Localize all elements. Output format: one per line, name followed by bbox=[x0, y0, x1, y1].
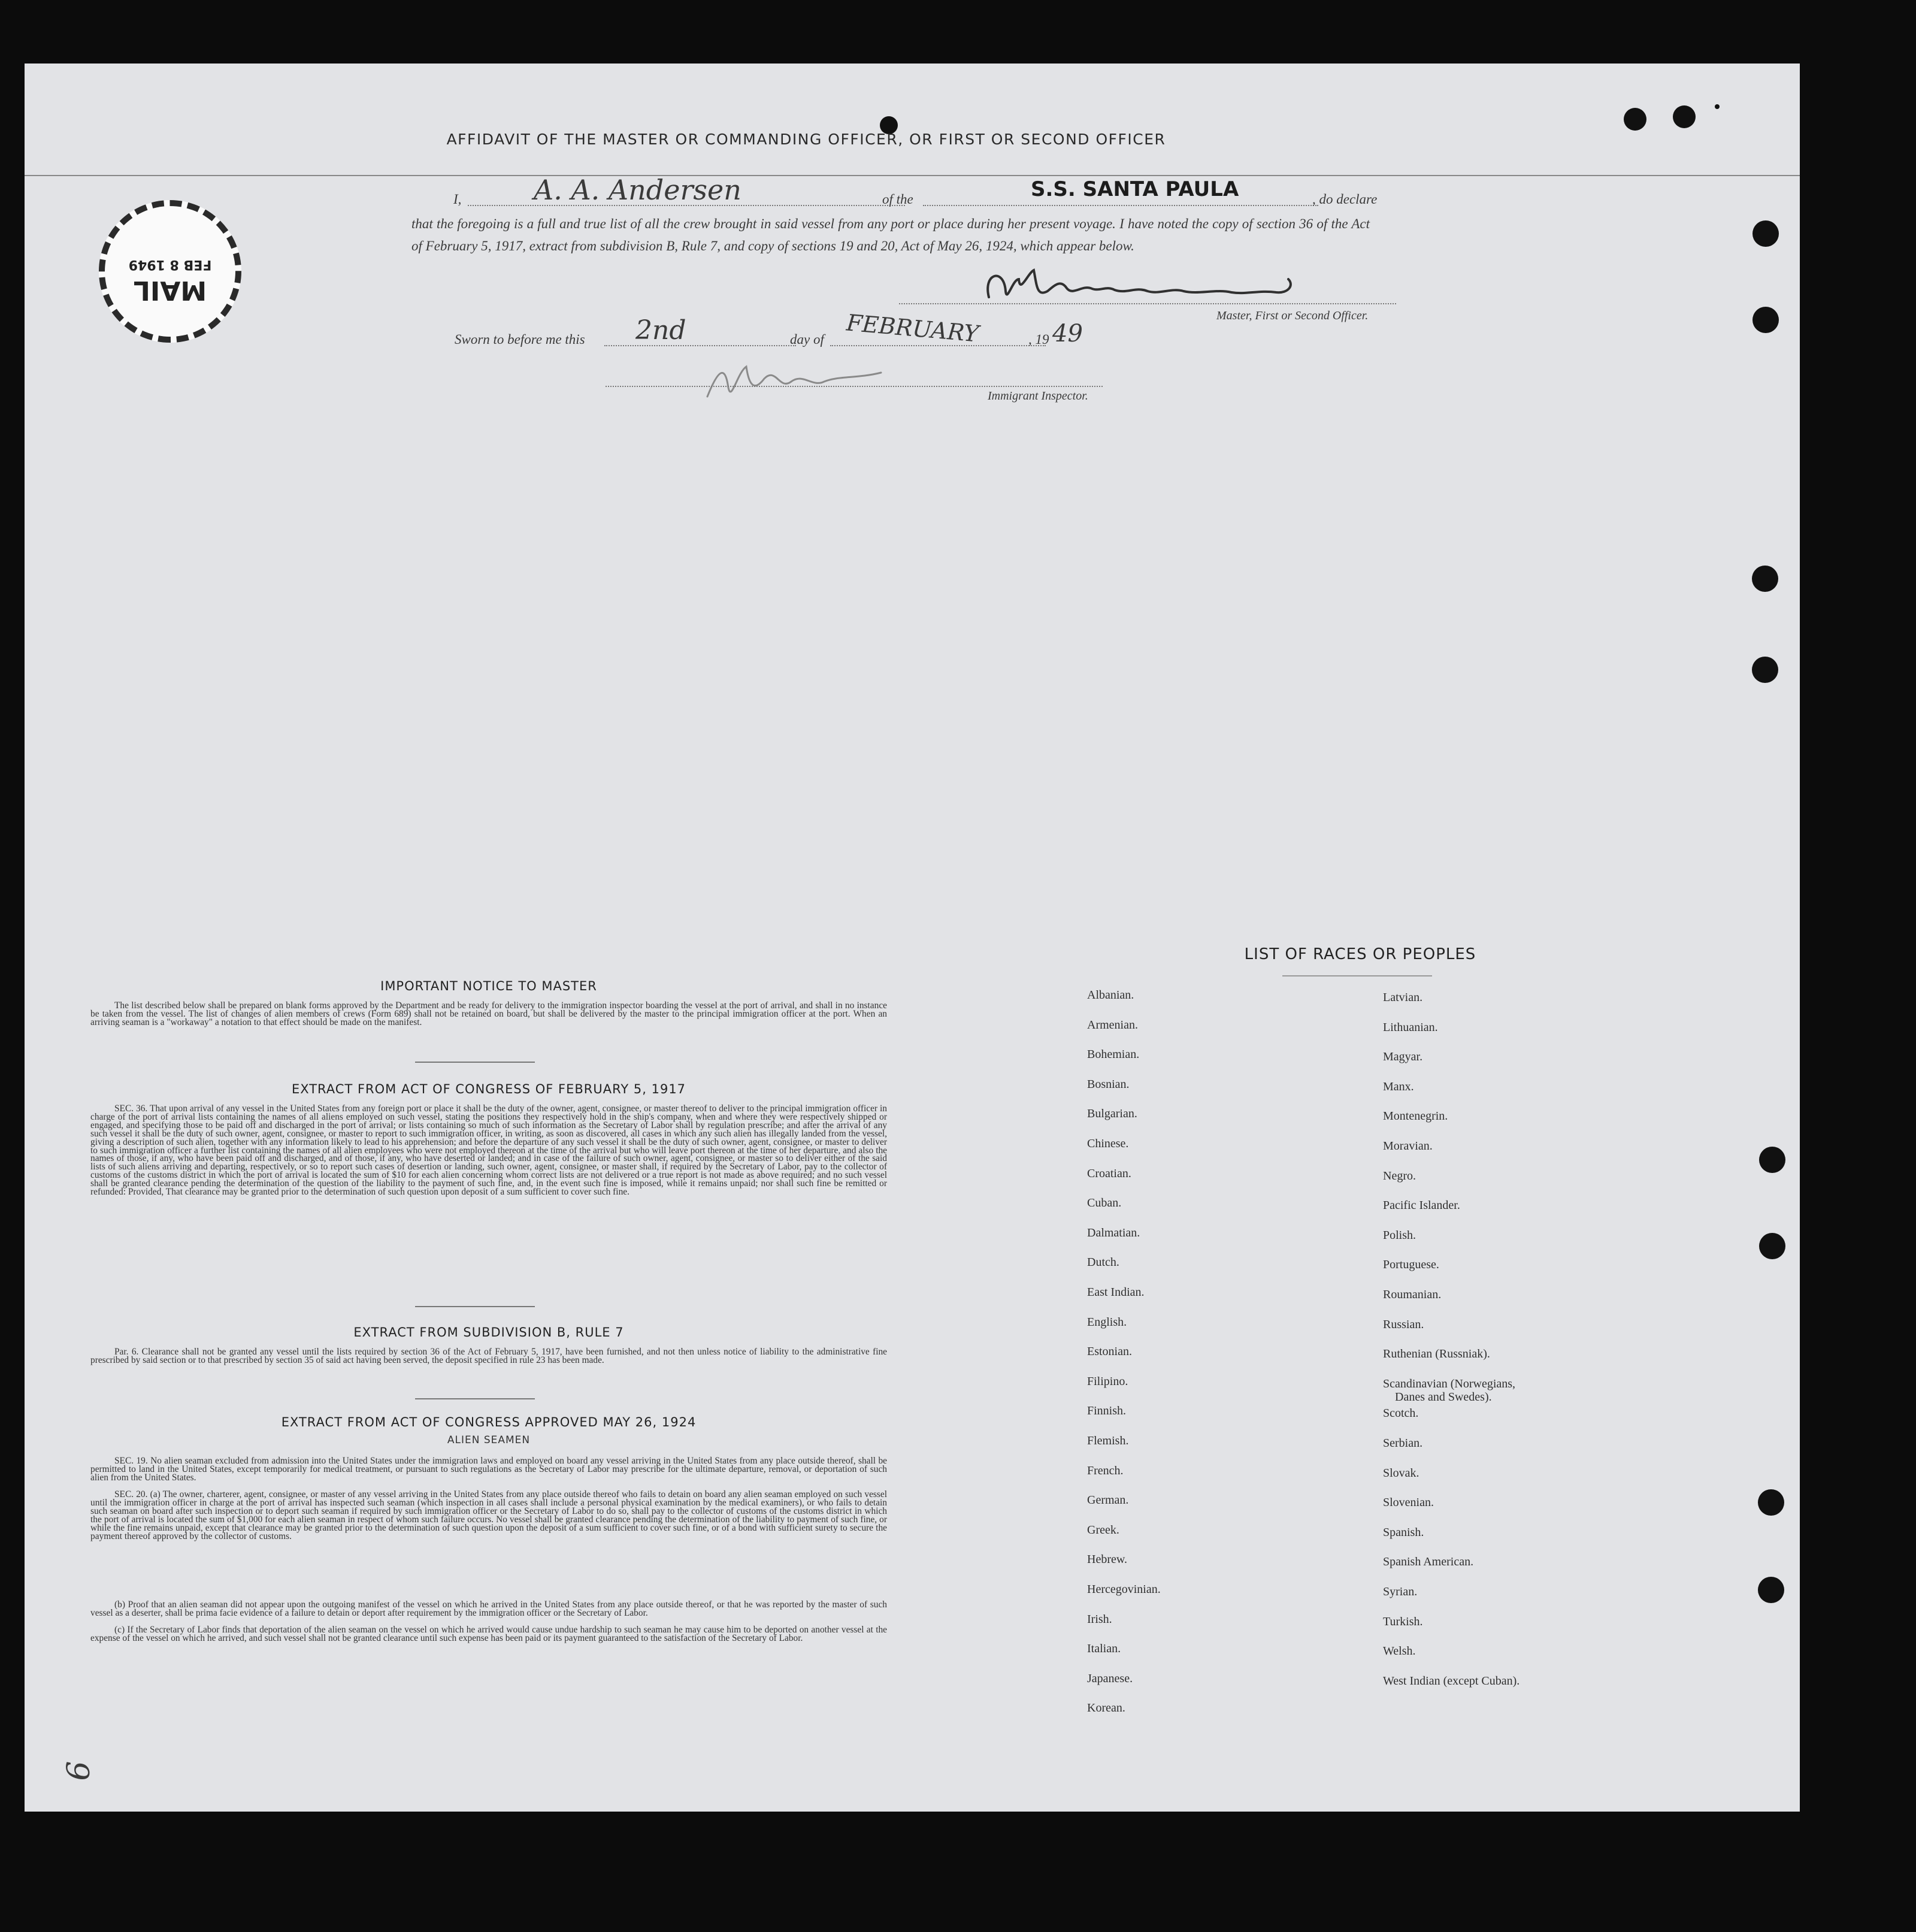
punch-hole bbox=[1715, 104, 1720, 109]
inspector-signature-line bbox=[606, 386, 1103, 387]
race-item: Estonian. bbox=[1087, 1345, 1132, 1359]
sworn-label: Sworn to before me this bbox=[455, 332, 585, 347]
race-item: Filipino. bbox=[1087, 1374, 1128, 1388]
race-item: Slovak. bbox=[1383, 1466, 1419, 1480]
race-item: Croatian. bbox=[1087, 1166, 1131, 1180]
race-item: Serbian. bbox=[1383, 1437, 1423, 1450]
race-item: Negro. bbox=[1383, 1169, 1416, 1183]
stamp-date: FEB 8 1949 bbox=[128, 257, 212, 272]
races-divider bbox=[1282, 975, 1432, 976]
sworn-day: 2nd bbox=[635, 315, 686, 346]
race-item: Lithuanian. bbox=[1383, 1020, 1438, 1034]
punch-hole bbox=[1758, 1489, 1784, 1516]
extract3-sec20c: (c) If the Secretary of Labor finds that deportation of the alien seaman on the vessel on which he arrived would cause undue hardship to such seaman he may cause him to be deported on another vessel at the expense of the vessel on which he arrived, and such vessel shall not be granted clearance until such expense has been paid or its payment guaranteed to the satisfaction of the Secretary of Labor. bbox=[90, 1625, 887, 1643]
races-title: LIST OF RACES OR PEOPLES bbox=[1244, 945, 1476, 963]
race-item: Polish. bbox=[1383, 1228, 1416, 1242]
notice-text: The list described below shall be prepared on blank forms approved by the Department and be ready for delivery to the immigration inspector boarding the vessel at the port of arrival, and shall in no instance be taken from the vessel. The list of changes of alien members of crews (Form 689) shall not be retained on board, but shall be delivered by the master to the principal immigration officer at the port. When an arriving seaman is a "workaway" a notation to that effect should be made on the manifest. bbox=[90, 1000, 887, 1027]
race-item: Japanese. bbox=[1087, 1671, 1133, 1685]
race-item: Italian. bbox=[1087, 1642, 1121, 1656]
extract1-title: EXTRACT FROM ACT OF CONGRESS OF FEBRUARY 5, 1917 bbox=[291, 1082, 686, 1096]
punch-hole bbox=[1752, 220, 1779, 247]
punch-hole bbox=[1752, 566, 1778, 592]
race-item: Portuguese. bbox=[1383, 1258, 1439, 1272]
race-item: Hebrew. bbox=[1087, 1553, 1128, 1567]
race-item: Moravian. bbox=[1383, 1139, 1433, 1153]
master-name: A. A. Andersen bbox=[534, 174, 741, 206]
sworn-month-line bbox=[830, 345, 1046, 346]
of-the-label: of the bbox=[882, 192, 913, 207]
extract3-title: EXTRACT FROM ACT OF CONGRESS APPROVED MAY 26, 1924 bbox=[281, 1415, 697, 1429]
do-declare-label: , do declare bbox=[1312, 192, 1378, 207]
race-item: Magyar. bbox=[1383, 1050, 1423, 1064]
master-signature-caption: Master, First or Second Officer. bbox=[1216, 309, 1369, 322]
race-item: Roumanian. bbox=[1383, 1288, 1442, 1301]
race-item: Syrian. bbox=[1383, 1585, 1418, 1598]
sworn-month: FEBRUARY bbox=[845, 309, 980, 347]
race-item: Irish. bbox=[1087, 1612, 1112, 1626]
race-item: Scotch. bbox=[1383, 1407, 1419, 1420]
inspector-signature bbox=[701, 355, 953, 412]
race-item: Ruthenian (Russniak). bbox=[1383, 1347, 1490, 1361]
extract3-sec20b: (b) Proof that an alien seaman did not appear upon the outgoing manifest of the vessel on which he arrived in the United States from any place outside thereof, or that he was reported by the master of such vessel as a deserter, shall be prima facie evidence of a failure to detain or deport after requirement by the immigration officer or the Secretary of Labor. bbox=[90, 1600, 887, 1618]
margin-mark: 9 bbox=[58, 1761, 95, 1781]
race-item: English. bbox=[1087, 1315, 1127, 1329]
race-item: Flemish. bbox=[1087, 1434, 1129, 1447]
header-divider bbox=[25, 175, 1800, 176]
mail-stamp bbox=[99, 200, 241, 343]
race-item: Scandinavian (Norwegians, bbox=[1383, 1377, 1516, 1390]
race-item: Latvian. bbox=[1383, 991, 1423, 1004]
race-item: Welsh. bbox=[1383, 1644, 1416, 1658]
race-item: Dutch. bbox=[1087, 1256, 1119, 1269]
extract2-text: Par. 6. Clearance shall not be granted any vessel until the lists required by section 36 of the Act of February 5, 1917, have been furnished, and not then unless notice of liability to the administrative fine prescribed by said section or to that prescribed by section 35 of said act having been served, the deposit specified in rule 23 has been made. bbox=[90, 1347, 887, 1365]
document-page bbox=[25, 64, 1800, 1812]
extract2-title: EXTRACT FROM SUBDIVISION B, RULE 7 bbox=[353, 1325, 624, 1340]
race-item: Finnish. bbox=[1087, 1404, 1127, 1418]
race-item: Dalmatian. bbox=[1087, 1226, 1140, 1239]
race-item: Bulgarian. bbox=[1087, 1107, 1137, 1121]
race-item: Slovenian. bbox=[1383, 1496, 1434, 1510]
race-item: East Indian. bbox=[1087, 1286, 1145, 1299]
extract3-subtitle: ALIEN SEAMEN bbox=[447, 1434, 531, 1446]
race-item: Armenian. bbox=[1087, 1018, 1138, 1032]
punch-hole bbox=[1752, 307, 1779, 333]
affidavit-title: AFFIDAVIT OF THE MASTER OR COMMANDING OFFICER, OR FIRST OR SECOND OFFICER bbox=[446, 131, 1166, 148]
race-item: West Indian (except Cuban). bbox=[1383, 1674, 1520, 1688]
day-of-label: day of bbox=[790, 332, 824, 347]
year-handwritten: 49 bbox=[1052, 320, 1083, 347]
punch-hole bbox=[1624, 108, 1646, 131]
extract1-divider bbox=[415, 1306, 535, 1307]
master-signature bbox=[977, 261, 1324, 312]
punch-hole bbox=[1758, 1577, 1784, 1603]
notice-title: IMPORTANT NOTICE TO MASTER bbox=[380, 979, 597, 993]
vessel-line bbox=[923, 205, 1318, 206]
race-item: Greek. bbox=[1087, 1523, 1119, 1537]
race-item: Bohemian. bbox=[1087, 1048, 1140, 1062]
race-item: Russian. bbox=[1383, 1317, 1424, 1331]
punch-hole bbox=[1759, 1233, 1785, 1259]
race-item: Cuban. bbox=[1087, 1196, 1122, 1210]
race-item: Korean. bbox=[1087, 1701, 1125, 1715]
notice-divider bbox=[415, 1062, 535, 1063]
extract2-divider bbox=[415, 1398, 535, 1399]
race-item: French. bbox=[1087, 1464, 1124, 1477]
punch-hole bbox=[1759, 1147, 1785, 1173]
punch-hole bbox=[1673, 105, 1696, 128]
race-item: Manx. bbox=[1383, 1080, 1414, 1093]
race-item: Spanish American. bbox=[1383, 1555, 1474, 1569]
race-item: Bosnian. bbox=[1087, 1077, 1130, 1091]
race-item: Chinese. bbox=[1087, 1137, 1129, 1150]
master-signature-line bbox=[899, 303, 1396, 304]
race-item: Spanish. bbox=[1383, 1525, 1424, 1539]
extract3-sec20a: SEC. 20. (a) The owner, charterer, agent, consignee, or master of any vessel arriving in the United States from any place outside thereof who fails to detain on board any alien seaman employed on such vessel until the immigration officer in charge at the port of arrival has inspected such seaman (which inspection in all cases shall include a personal physical examination by the medical examiners), or who fails to detain such seaman on board after such inspection or to deport such seaman if required by such immigration officer or the Secretary of Labor to do so, shall pay to the collector of customs of the customs district in which the port of arrival is located the sum of $1,000 for each alien seaman in respect of whom such failure occurs. No vessel shall be granted clearance pending the determination of the liability to payment of such fine, or while the fine remains unpaid, except that clearance may be granted prior to the determination of such question upon the deposit of a sum sufficient to cover such fine, or of a bond with sufficient surety to secure the payment thereof approved by the collector of customs. bbox=[90, 1489, 887, 1541]
year-printed: , 19 bbox=[1028, 332, 1049, 347]
race-item: Turkish. bbox=[1383, 1614, 1423, 1628]
race-item: Pacific Islander. bbox=[1383, 1199, 1460, 1213]
i-label: I, bbox=[453, 192, 462, 207]
race-item: Albanian. bbox=[1087, 988, 1134, 1002]
vessel-name: S.S. SANTA PAULA bbox=[1031, 177, 1239, 201]
declaration-text: that the foregoing is a full and true list of all the crew brought in said vessel from any port or place during her present voyage. I have noted the copy of section 36 of the Act of February 5, 1917, extract from subdivision B, Rule 7, and copy of sections 19 and 20, Act of May 26, 1924, which appear below. bbox=[411, 216, 1370, 253]
inspector-caption: Immigrant Inspector. bbox=[988, 389, 1088, 403]
race-item: Danes and Swedes). bbox=[1395, 1390, 1492, 1404]
sworn-day-line bbox=[604, 345, 796, 346]
stamp-type: MAIL bbox=[133, 275, 207, 306]
race-item: Montenegrin. bbox=[1383, 1109, 1448, 1123]
race-item: Hercegovinian. bbox=[1087, 1583, 1161, 1596]
punch-hole bbox=[1752, 657, 1778, 683]
race-item: German. bbox=[1087, 1493, 1129, 1507]
extract3-sec19: SEC. 19. No alien seaman excluded from admission into the United States under the immigration laws and employed on board any vessel arriving in the United States from any place outside thereof, shall be permitted to land in the United States, except temporarily for medical treatment, or pursuant to such regulations as the Secretary of Labor may prescribe for the ultimate departure, removal, or deportation of such alien from the United States. bbox=[90, 1456, 887, 1483]
extract1-text: SEC. 36. That upon arrival of any vessel in the United States from any foreign port or place it shall be the duty of the owner, agent, consignee, or master thereof to deliver to the principal immigration officer in charge of the port of arrival lists containing the names of all aliens employed on such vessel, stating the positions they respectively hold in the ship's company, when and where they were respectively shipped or engaged, and specifying those to be paid off and discharged in the port of arrival; or lists containing so much of such information as the Secretary of Labor shall by regulation prescribe; and after the arrival of any such vessel it shall be the duty of such owner, agent, consignee, or master to report to such immigration officer, in writing, as soon as discovered, all cases in which any such alien has illegally landed from the vessel, giving a description of such alien, together with any information likely to lead to his apprehension; and before the departure of any such vessel it shall be the duty of such owner, agent, consignee, or master to deliver to such immigration officer a further list containing the names of all alien employees who were not employed thereon at the time of the arrival but who will leave port thereon at the time of her departure, and also the names of those, if any, who have been paid off and discharged, and of those, if any, who have deserted or landed; and in case of the failure of such owner, agent, consignee, or master so to deliver either of the said lists of such aliens arriving and departing, respectively, or so to report such cases of desertion or landing, such owner, agent, consignee, or master shall, if required by the Secretary of Labor, pay to the collector of customs of the customs district in which the port of arrival is located the sum of $10 for each alien concerning whom correct lists are not delivered or a true report is not made as above required; and no such vessel shall be granted clearance pending the determination of the question of the liability to the payment of such fine, and, in the event such fine is imposed, while it remains unpaid; nor shall such fine be remitted or refunded: Provided, That clearance may be granted prior to the determination of such question upon deposit of a sum sufficient to cover such fine. bbox=[90, 1103, 887, 1198]
